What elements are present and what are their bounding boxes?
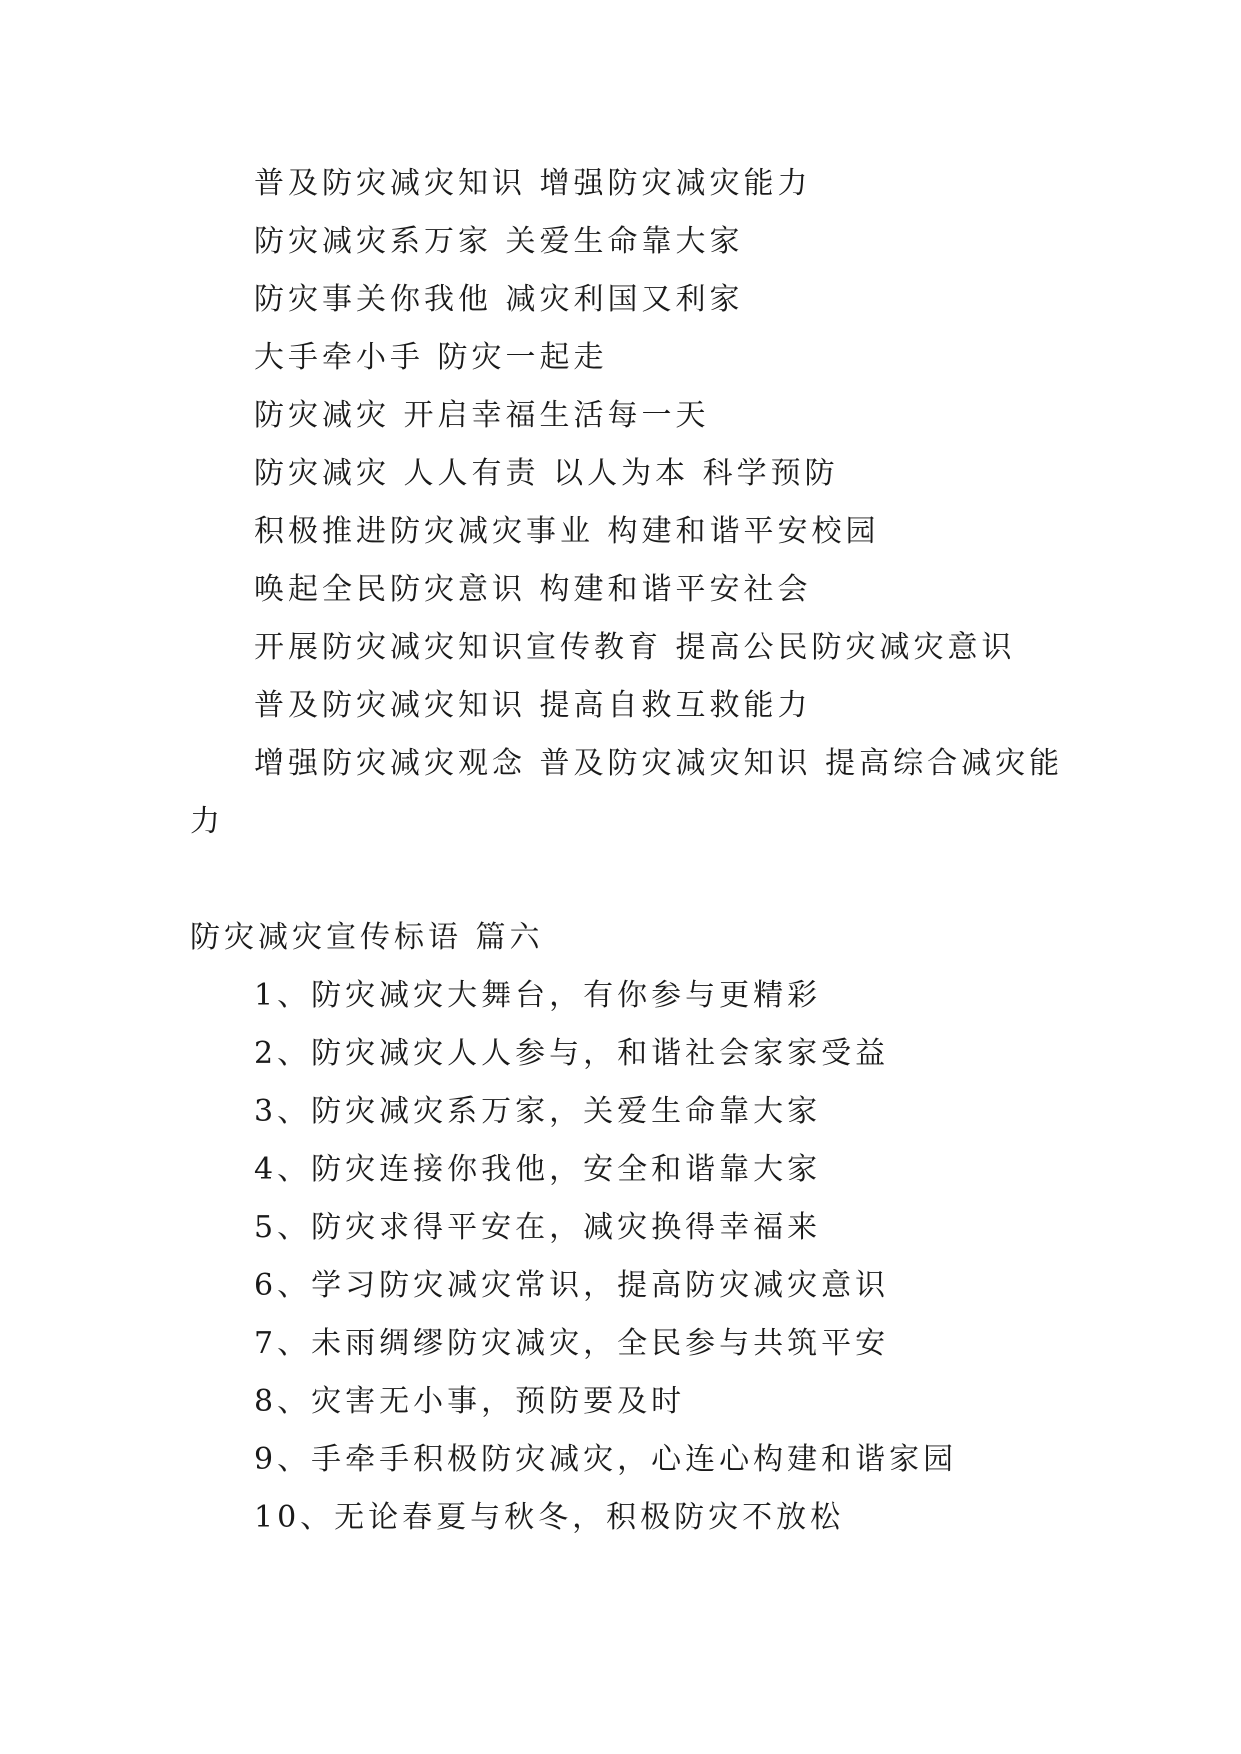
numbered-slogan: 4、防灾连接你我他，安全和谐靠大家: [254, 1152, 822, 1187]
slogan-line: 防灾减灾系万家 关爱生命靠大家: [254, 224, 744, 259]
numbered-slogan: 1、防灾减灾大舞台，有你参与更精彩: [254, 978, 822, 1013]
numbered-slogan: 5、防灾求得平安在，减灾换得幸福来: [254, 1210, 822, 1245]
slogan-paragraph-wrapped: 增强防灾减灾观念 普及防灾减灾知识 提高综合减灾能力: [190, 746, 1064, 839]
section-heading: 防灾减灾宣传标语 篇六: [190, 920, 544, 955]
slogan-line: 防灾减灾 人人有责 以人为本 科学预防: [254, 456, 839, 491]
numbered-slogan: 2、防灾减灾人人参与，和谐社会家家受益: [254, 1036, 890, 1071]
numbered-slogan: 7、未雨绸缪防灾减灾，全民参与共筑平安: [254, 1326, 890, 1361]
numbered-slogan: 6、学习防灾减灾常识，提高防灾减灾意识: [254, 1268, 890, 1303]
document-body: [190, 155, 1070, 1547]
numbered-slogan: 9、手牵手积极防灾减灾，心连心构建和谐家园: [254, 1442, 958, 1477]
slogan-line: 普及防灾减灾知识 提高自救互救能力: [254, 688, 812, 723]
slogan-line: 防灾事关你我他 减灾利国又利家: [254, 282, 744, 317]
slogan-line: 开展防灾减灾知识宣传教育 提高公民防灾减灾意识: [254, 630, 1016, 665]
slogan-line: 大手牵小手 防灾一起走: [254, 340, 608, 375]
numbered-slogan: 3、防灾减灾系万家，关爱生命靠大家: [254, 1094, 822, 1129]
numbered-slogan: 10、无论春夏与秋冬，积极防灾不放松: [254, 1500, 845, 1535]
numbered-slogan: 8、灾害无小事，预防要及时: [254, 1384, 686, 1419]
slogan-line: 普及防灾减灾知识 增强防灾减灾能力: [254, 166, 812, 201]
slogan-line: 防灾减灾 开启幸福生活每一天: [254, 398, 710, 433]
slogan-line: 积极推进防灾减灾事业 构建和谐平安校园: [254, 514, 880, 549]
paragraph-spacer: [190, 851, 1070, 909]
slogan-line: 唤起全民防灾意识 构建和谐平安社会: [254, 572, 812, 607]
